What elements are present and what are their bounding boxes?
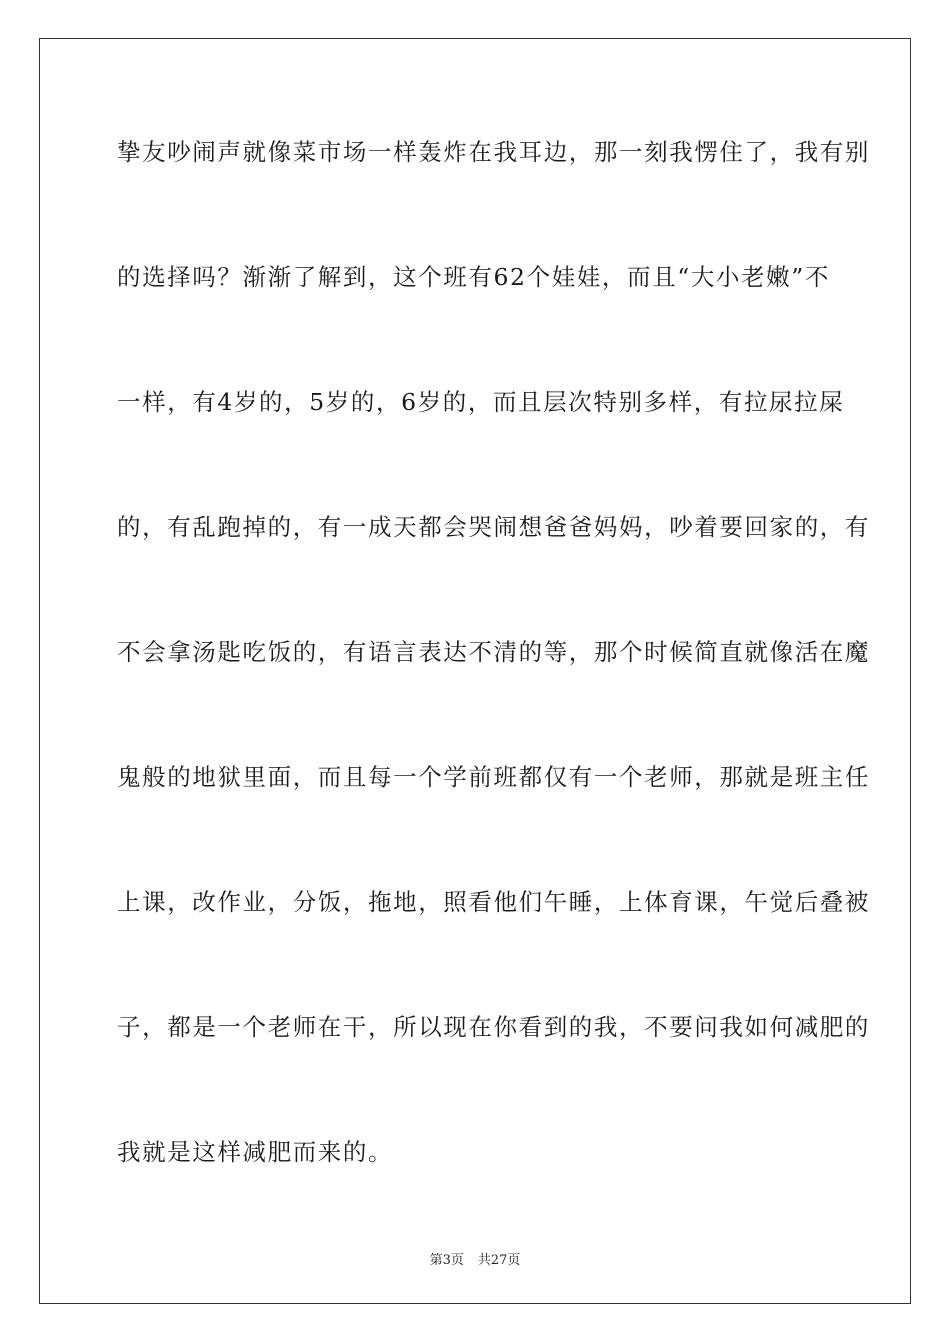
text-line-5: 不会拿汤匙吃饭的，有语言表达不清的等，那个时候简直就像活在魔 bbox=[117, 638, 870, 666]
text-line-8: 子，都是一个老师在干，所以现在你看到的我，不要问我如何减肥的 bbox=[117, 1013, 870, 1041]
page-number: 第3页 bbox=[429, 1253, 464, 1268]
text-line-1: 挚友吵闹声就像菜市场一样轰炸在我耳边，那一刻我愣住了，我有别 bbox=[117, 138, 870, 166]
document-body bbox=[117, 122, 870, 1247]
page-footer bbox=[0, 1249, 950, 1268]
text-line-6: 鬼般的地狱里面，而且每一个学前班都仅有一个老师，那就是班主任 bbox=[117, 763, 870, 791]
text-line-2: 的选择吗？渐渐了解到，这个班有62个娃娃，而且“大小老嫩”不 bbox=[117, 263, 830, 291]
text-line-3: 一样，有4岁的，5岁的，6岁的，而且层次特别多样，有拉尿拉屎 bbox=[117, 388, 845, 416]
total-pages: 共27页 bbox=[477, 1253, 521, 1268]
text-line-4: 的，有乱跑掉的，有一成天都会哭闹想爸爸妈妈，吵着要回家的，有 bbox=[117, 513, 870, 541]
text-line-9: 我就是这样减肥而来的。 bbox=[117, 1138, 394, 1166]
text-line-7: 上课，改作业，分饭，拖地，照看他们午睡，上体育课，午觉后叠被 bbox=[117, 888, 870, 916]
